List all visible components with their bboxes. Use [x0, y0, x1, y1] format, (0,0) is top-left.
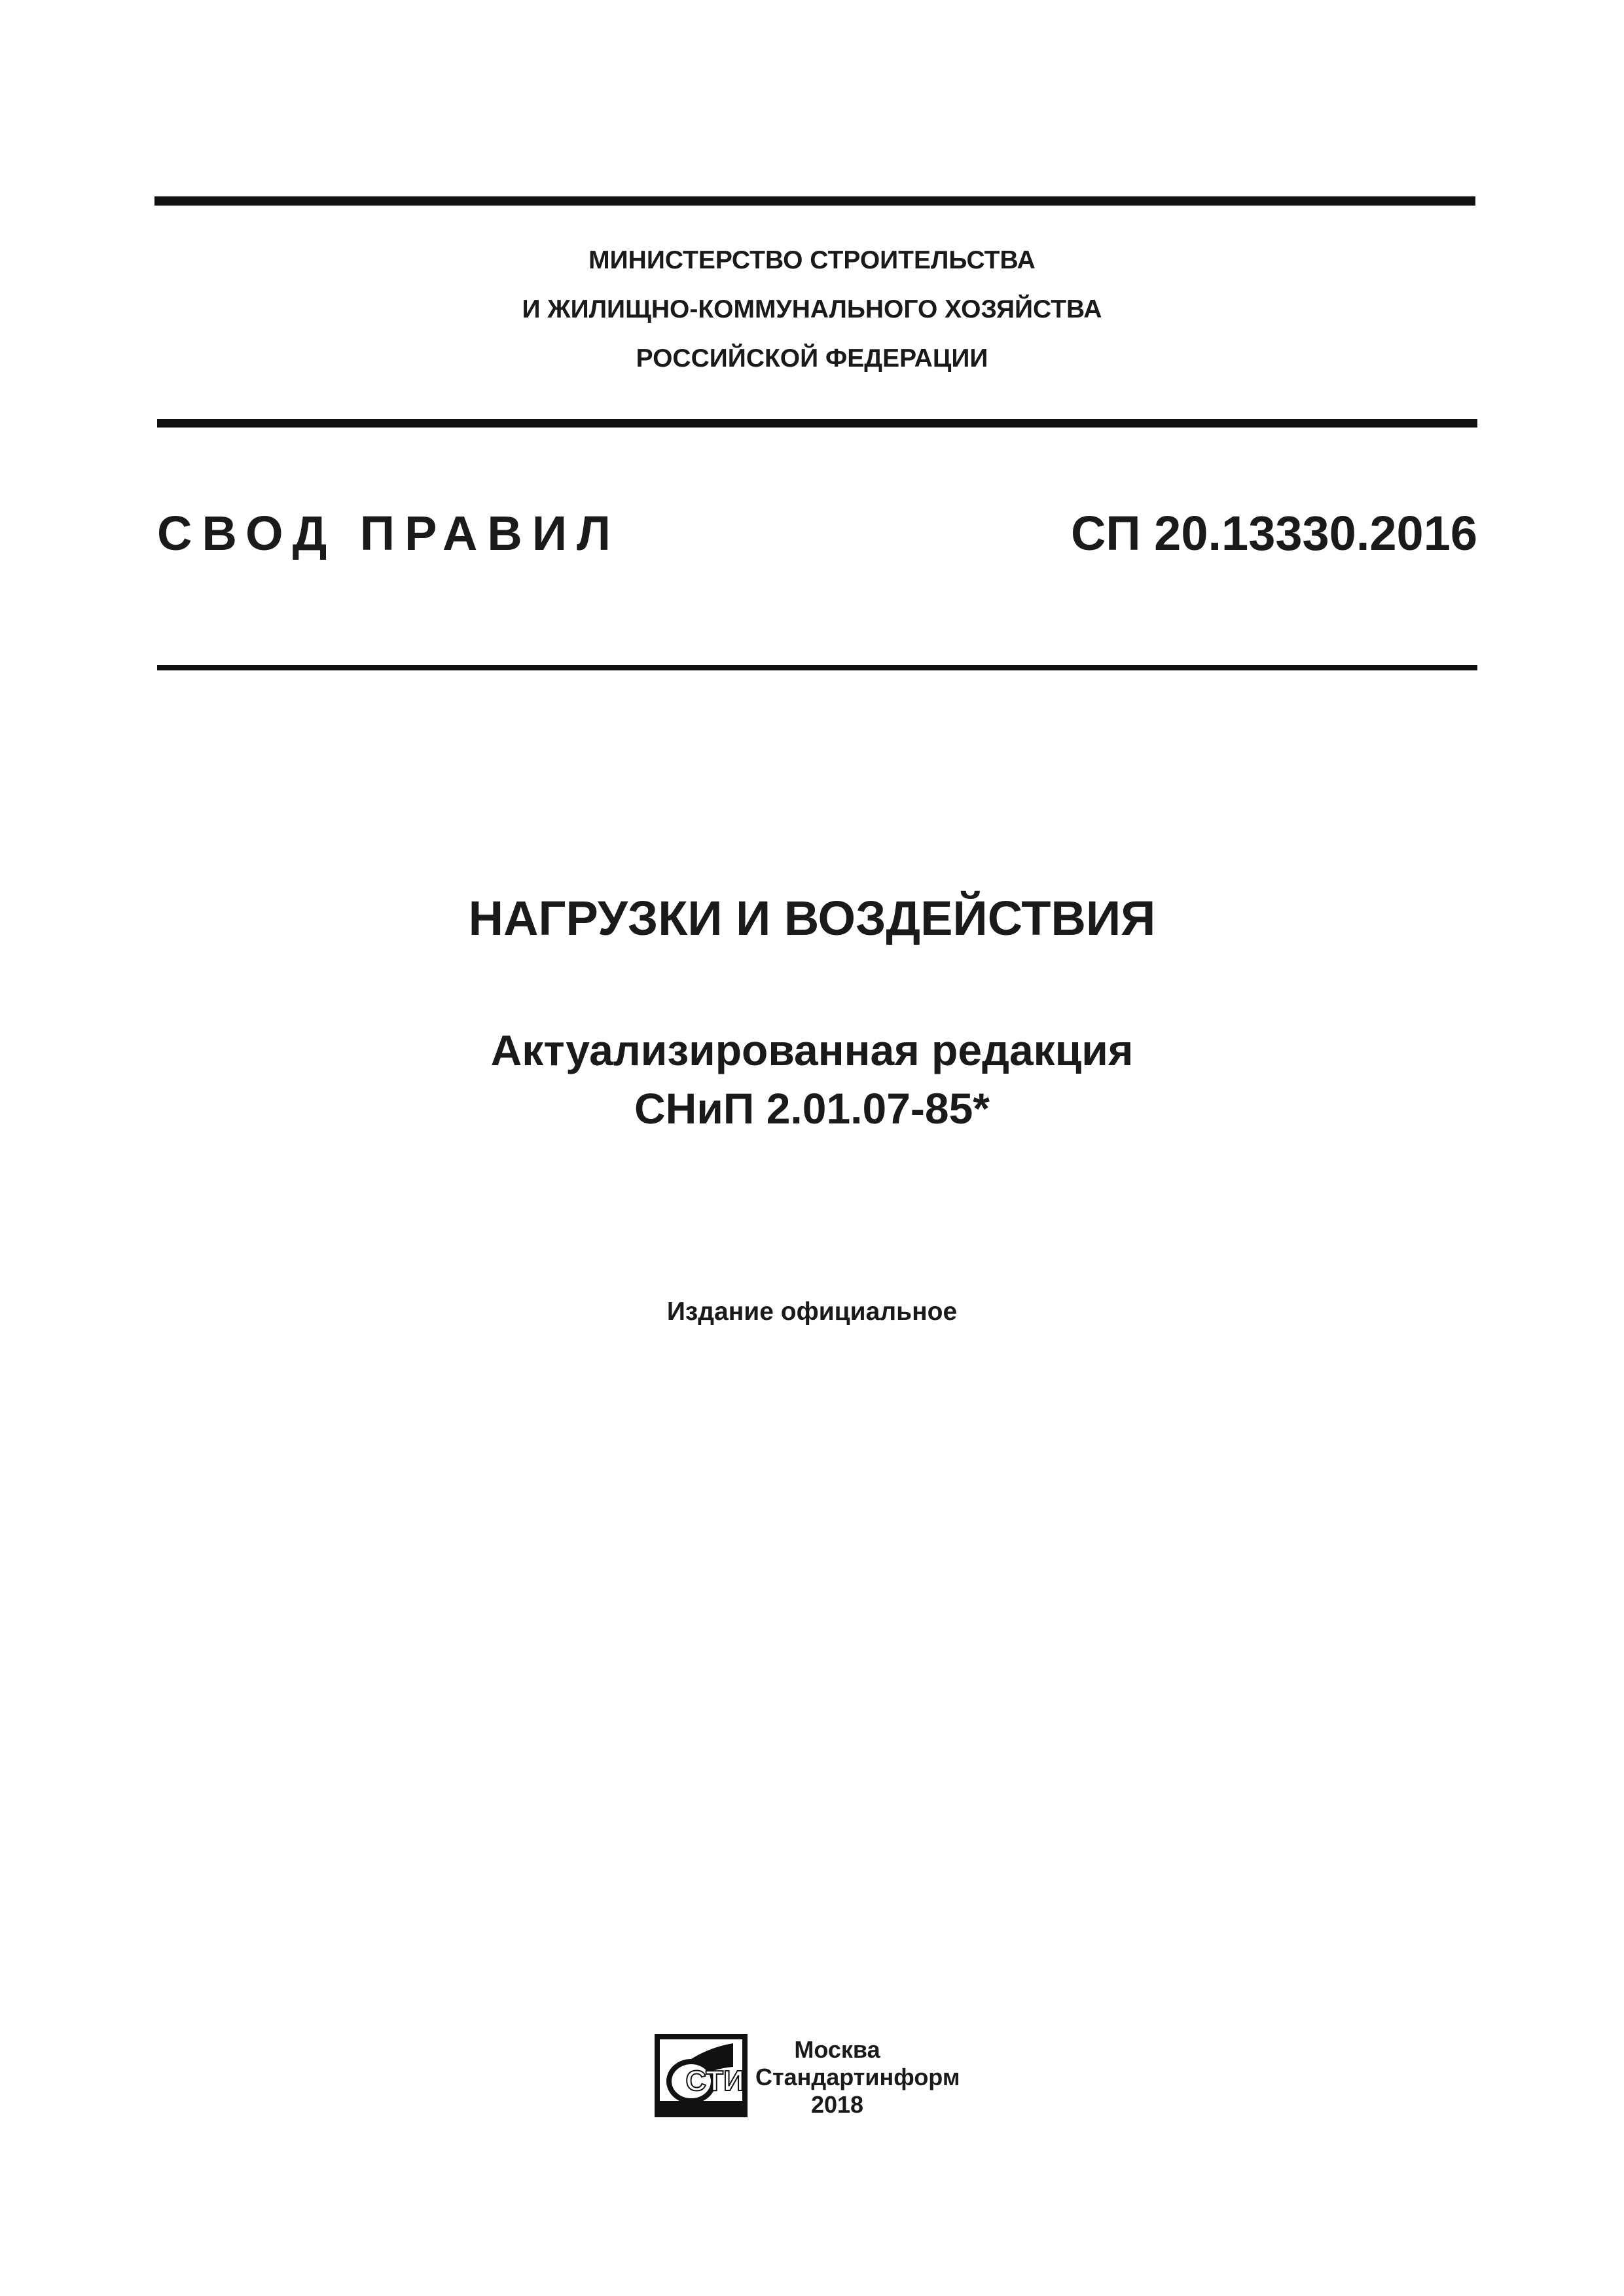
title-rule: [157, 665, 1477, 670]
edition-label: Издание официальное: [666, 1298, 958, 1326]
document-type: СВОД ПРАВИЛ: [157, 506, 621, 560]
header-bottom-rule: [157, 419, 1477, 428]
publisher-year: 2018: [810, 2091, 864, 2118]
ministry-line: МИНИСТЕРСТВО СТРОИТЕЛЬСТВА: [588, 246, 1036, 274]
ministry-line: И ЖИЛИЩНО-КОММУНАЛЬНОГО ХОЗЯЙСТВА: [522, 295, 1102, 323]
ministry-header: [0, 236, 1624, 383]
logo-text: СТИ: [685, 2065, 744, 2097]
document-code: СП 20.13330.2016: [1070, 506, 1477, 560]
ministry-line: РОССИЙСКОЙ ФЕДЕРАЦИИ: [636, 344, 988, 373]
document-title: НАГРУЗКИ И ВОЗДЕЙСТВИЯ: [468, 891, 1156, 945]
publisher-info: [755, 2036, 960, 2119]
subtitle-line: Актуализированная редакция: [490, 1026, 1134, 1074]
publisher-city: Москва: [794, 2036, 880, 2063]
subtitle-line: СНиП 2.01.07-85*: [634, 1084, 990, 1133]
standartinform-logo: [655, 2034, 748, 2117]
document-subtitle: [0, 1021, 1624, 1138]
top-rule: [154, 196, 1475, 206]
publisher-name: Стандартинформ: [755, 2064, 960, 2090]
